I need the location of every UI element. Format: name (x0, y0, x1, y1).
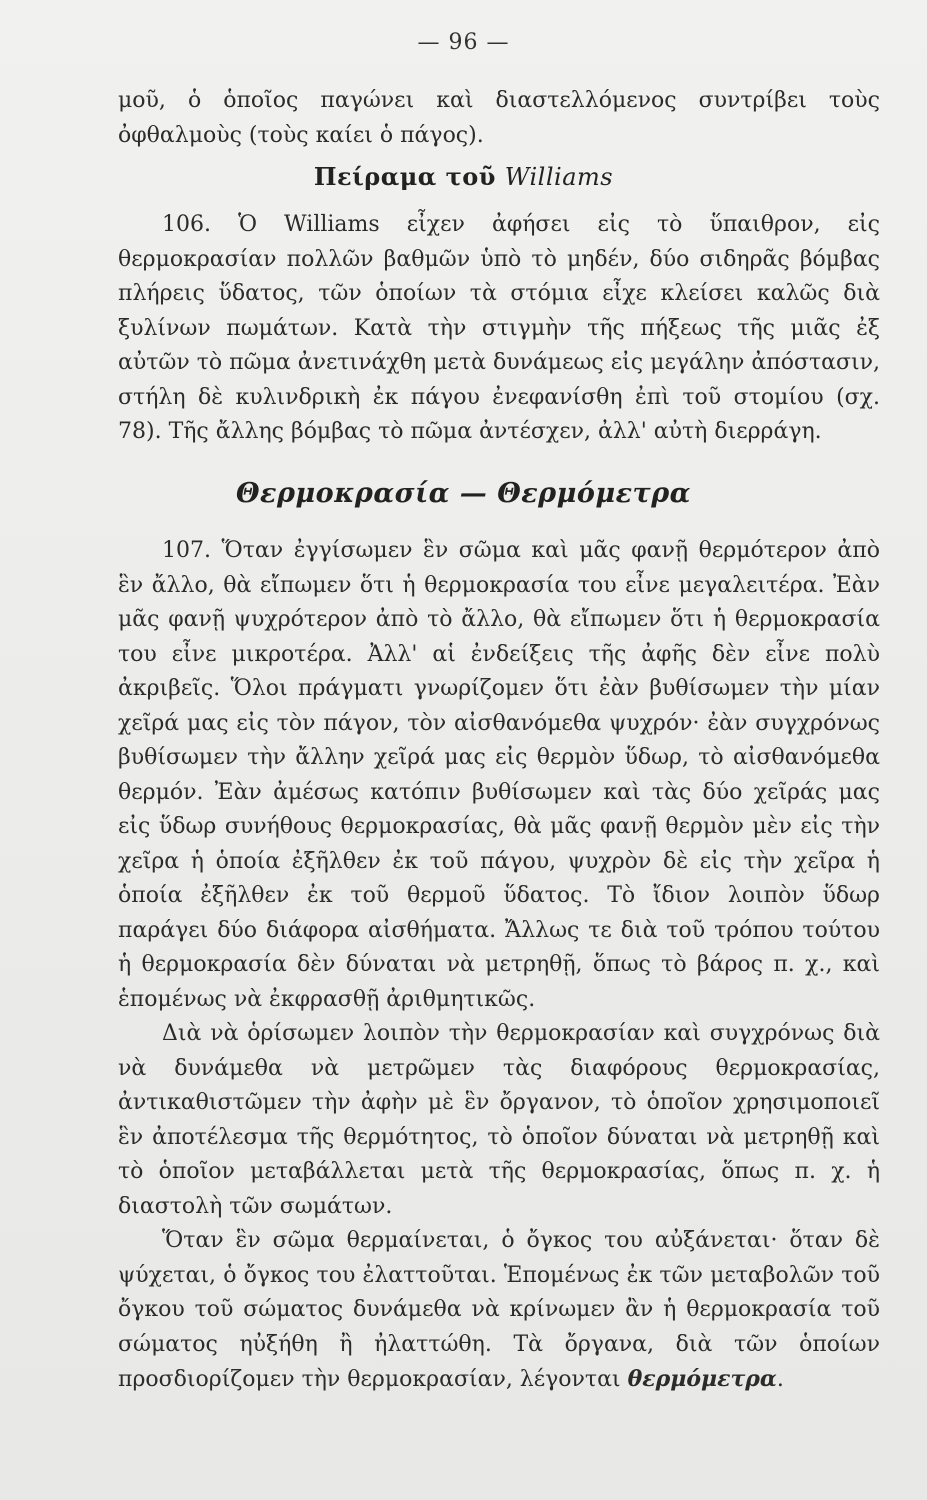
term-thermometers: θερμόμετρα (627, 1366, 777, 1392)
section-2-text (118, 534, 880, 1398)
continuation-text (118, 84, 880, 153)
paragraph-volume-change (118, 1224, 880, 1398)
section-heading-williams (0, 162, 927, 191)
paragraph-106: 106. Ὁ Williams εἶχεν ἀφήσει εἰς τὸ ὕπαιθρον, εἰς θερμοκρασίαν πολλῶν βαθμῶν ὑπὸ τὸ μηδέν, δύο σιδηρᾶς βόμβας πλήρεις ὕδατος, τῶν ὁποίων τὰ στόμια εἶχε κλείσει καλῶς διὰ ξυλίνων πωμάτων. Κατὰ τὴν στιγμὴν τῆς πήξεως τῆς μιᾶς ἐξ αὐτῶν τὸ πῶμα ἀνετινάχθη μετὰ δυνάμεως εἰς μεγάλην ἀπόστασιν, στήλη δὲ κυλινδρικὴ ἐκ πάγου ἐνεφανίσθη ἐπὶ τοῦ στομίου (σχ. 78). Τῆς ἄλλης βόμβας τὸ πῶμα ἀντέσχεν, ἀλλ' αὐτὴ διερράγη. (118, 212, 880, 444)
page-number: — 96 — (417, 30, 510, 55)
continuation-paragraph: μοῦ, ὁ ὁποῖος παγώνει καὶ διαστελλόμενος συντρίβει τοὺς ὀφθαλμοὺς (τοὺς καίει ὁ πάγος). (118, 88, 880, 148)
section-heading-temperature: Θερμοκρασία — Θερμόμετρα (236, 478, 691, 509)
heading-name: Williams (504, 163, 614, 191)
paragraph-107: 107. Ὅταν ἐγγίσωμεν ἓν σῶμα καὶ μᾶς φανῇ θερμότερον ἀπὸ ἓν ἄλλο, θὰ εἴπωμεν ὅτι ἡ θερμοκρασία του εἶνε μεγαλειτέρα. Ἐὰν μᾶς φανῇ ψυχρότερον ἀπὸ τὸ ἄλλο, θὰ εἴπωμεν ὅτι ἡ θερμοκρασία του εἶνε μικροτέρα. Ἀλλ' αἱ ἐνδείξεις τῆς ἀφῆς δὲν εἶνε πολὺ ἀκριβεῖς. Ὅλοι πράγματι γνωρίζομεν ὅτι ἐὰν βυθίσωμεν τὴν μίαν χεῖρά μας εἰς τὸν πάγον, τὸν αἰσθανόμεθα ψυχρόν· ἐὰν συγχρόνως βυθίσωμεν τὴν ἄλλην χεῖρά μας εἰς θερμὸν ὕδωρ, τὸ αἰσθανόμεθα θερμόν. Ἐὰν ἀμέσως κατόπιν βυθίσωμεν καὶ τὰς δύο χεῖράς μας εἰς ὕδωρ συνήθους θερμοκρασίας, θὰ μᾶς φανῇ θερμὸν μὲν εἰς τὴν χεῖρα ἡ ὁποία ἐξῆλθεν ἐκ τοῦ πάγου, ψυχρὸν δὲ εἰς τὴν χεῖρα ἡ ὁποία ἐξῆλθεν ἐκ τοῦ θερμοῦ ὕδατος. Τὸ ἴδιον λοιπὸν ὕδωρ παράγει δύο διάφορα αἰσθήματα. Ἄλλως τε διὰ τοῦ τρόπου τούτου ἡ θερμοκρασία δὲν δύναται νὰ μετρηθῇ, ὅπως τὸ βάρος π. χ., καὶ ἑπομένως νὰ ἐκφρασθῇ ἀριθμητικῶς. (118, 538, 880, 1012)
section-1-text (118, 208, 880, 450)
paragraph-thermometer-definition: Διὰ νὰ ὁρίσωμεν λοιπὸν τὴν θερμοκρασίαν καὶ συγχρόνως διὰ νὰ δυνάμεθα νὰ μετρῶμεν τὰς διαφόρους θερμοκρασίας, ἀντικαθιστῶμεν τὴν ἀφὴν μὲ ἓν ὄργανον, τὸ ὁποῖον χρησιμοποιεῖ ἓν ἀποτέλεσμα τῆς θερμότητος, τὸ ὁποῖον δύναται νὰ μετρηθῇ καὶ τὸ ὁποῖον μεταβάλλεται μετὰ τῆς θερμοκρασίας, ὅπως π. χ. ἡ διαστολὴ τῶν σωμάτων. (118, 1021, 880, 1219)
heading-prefix: Πείραμα τοῦ (313, 162, 496, 191)
paragraph-volume-text: Ὅταν ἓν σῶμα θερμαίνεται, ὁ ὄγκος του αὐξάνεται· ὅταν δὲ ψύχεται, ὁ ὄγκος του ἐλαττοῦται. Ἑπομένως ἐκ τῶν μεταβολῶν τοῦ ὄγκου τοῦ σώματος δυνάμεθα νὰ κρίνωμεν ἂν ἡ θερμοκρασία τοῦ σώματος ηὐξήθη ἢ ἠλαττώθη. Τὰ ὄργανα, διὰ τῶν ὁποίων προσδιορίζομεν τὴν θερμοκρασίαν, λέγονται (118, 1228, 880, 1392)
paragraph-end-period: . (776, 1367, 784, 1392)
